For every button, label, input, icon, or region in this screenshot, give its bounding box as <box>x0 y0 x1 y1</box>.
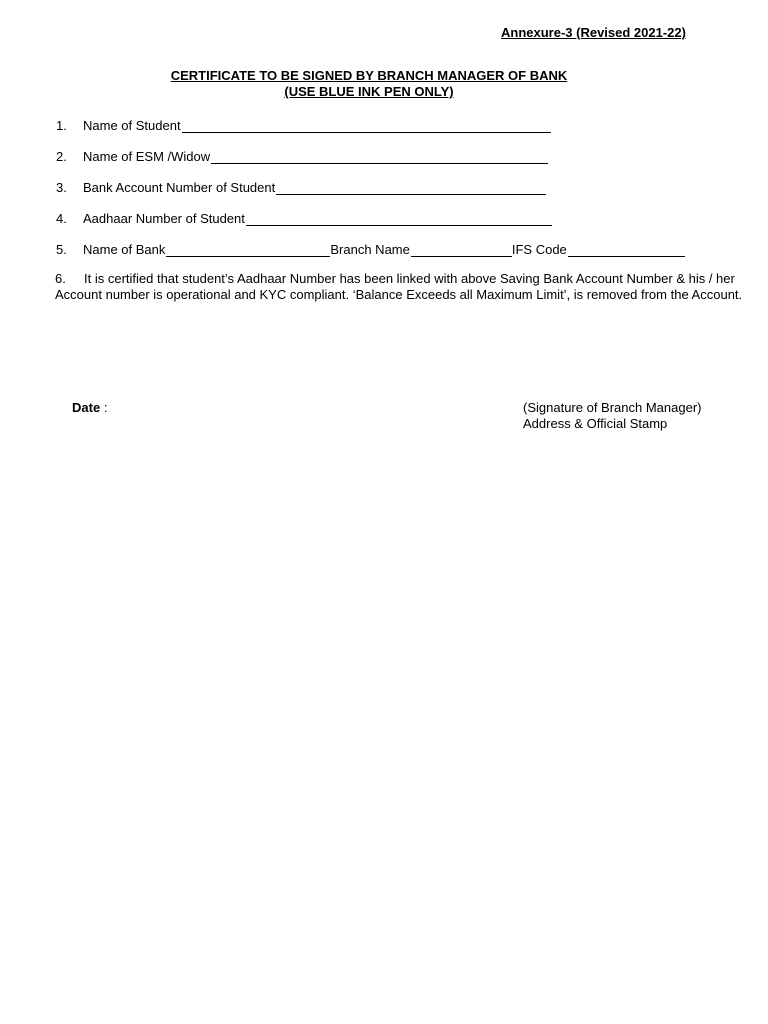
date-label: Date <box>72 400 101 415</box>
field-label: Name of Student <box>83 118 181 133</box>
date-colon: : <box>103 400 108 415</box>
field-label-ifs: IFS Code <box>511 242 567 257</box>
stamp-label: Address & Official Stamp <box>523 415 668 431</box>
signature-block <box>523 400 701 431</box>
certification-text: It is certified that student’s Aadhaar Number has been linked with above Saving Bank Account Number & his / her Account number is operational and KYC compliant. ‘Balance Exceeds all Maximum Limit’, is removed from the Account. <box>55 271 743 302</box>
certificate-title: CERTIFICATE TO BE SIGNED BY BRANCH MANAGER OF BANK <box>170 68 568 83</box>
annexure-label: Annexure-3 (Revised 2021-22) <box>501 25 686 40</box>
field-number: 3. <box>56 180 67 195</box>
date-field <box>72 400 107 415</box>
blank-line-bank[interactable] <box>166 242 330 257</box>
field-bank-details <box>56 241 685 257</box>
field-number: 2. <box>56 149 67 164</box>
certification-paragraph <box>55 271 745 302</box>
field-label: Bank Account Number of Student <box>83 180 276 195</box>
field-label: Name of ESM /Widow <box>83 149 211 164</box>
field-aadhaar-number <box>56 210 552 226</box>
field-number: 1. <box>56 118 67 133</box>
blank-line[interactable] <box>246 211 552 226</box>
field-number: 4. <box>56 211 67 226</box>
field-label: Aadhaar Number of Student <box>83 211 245 226</box>
blank-line[interactable] <box>182 118 551 133</box>
blank-line[interactable] <box>211 149 548 164</box>
field-student-name <box>56 117 551 133</box>
blank-line-branch[interactable] <box>411 242 512 257</box>
field-label-branch: Branch Name <box>330 242 410 257</box>
field-esm-widow-name <box>56 148 548 164</box>
paragraph-number: 6. <box>55 271 66 286</box>
field-label-bank: Name of Bank <box>83 242 166 257</box>
blank-line[interactable] <box>276 180 546 195</box>
field-number: 5. <box>56 242 67 257</box>
signature-label: (Signature of Branch Manager) <box>523 400 702 415</box>
field-bank-account-number <box>56 179 546 195</box>
certificate-subtitle: (USE BLUE INK PEN ONLY) <box>284 84 454 99</box>
blank-line-ifs[interactable] <box>568 242 685 257</box>
